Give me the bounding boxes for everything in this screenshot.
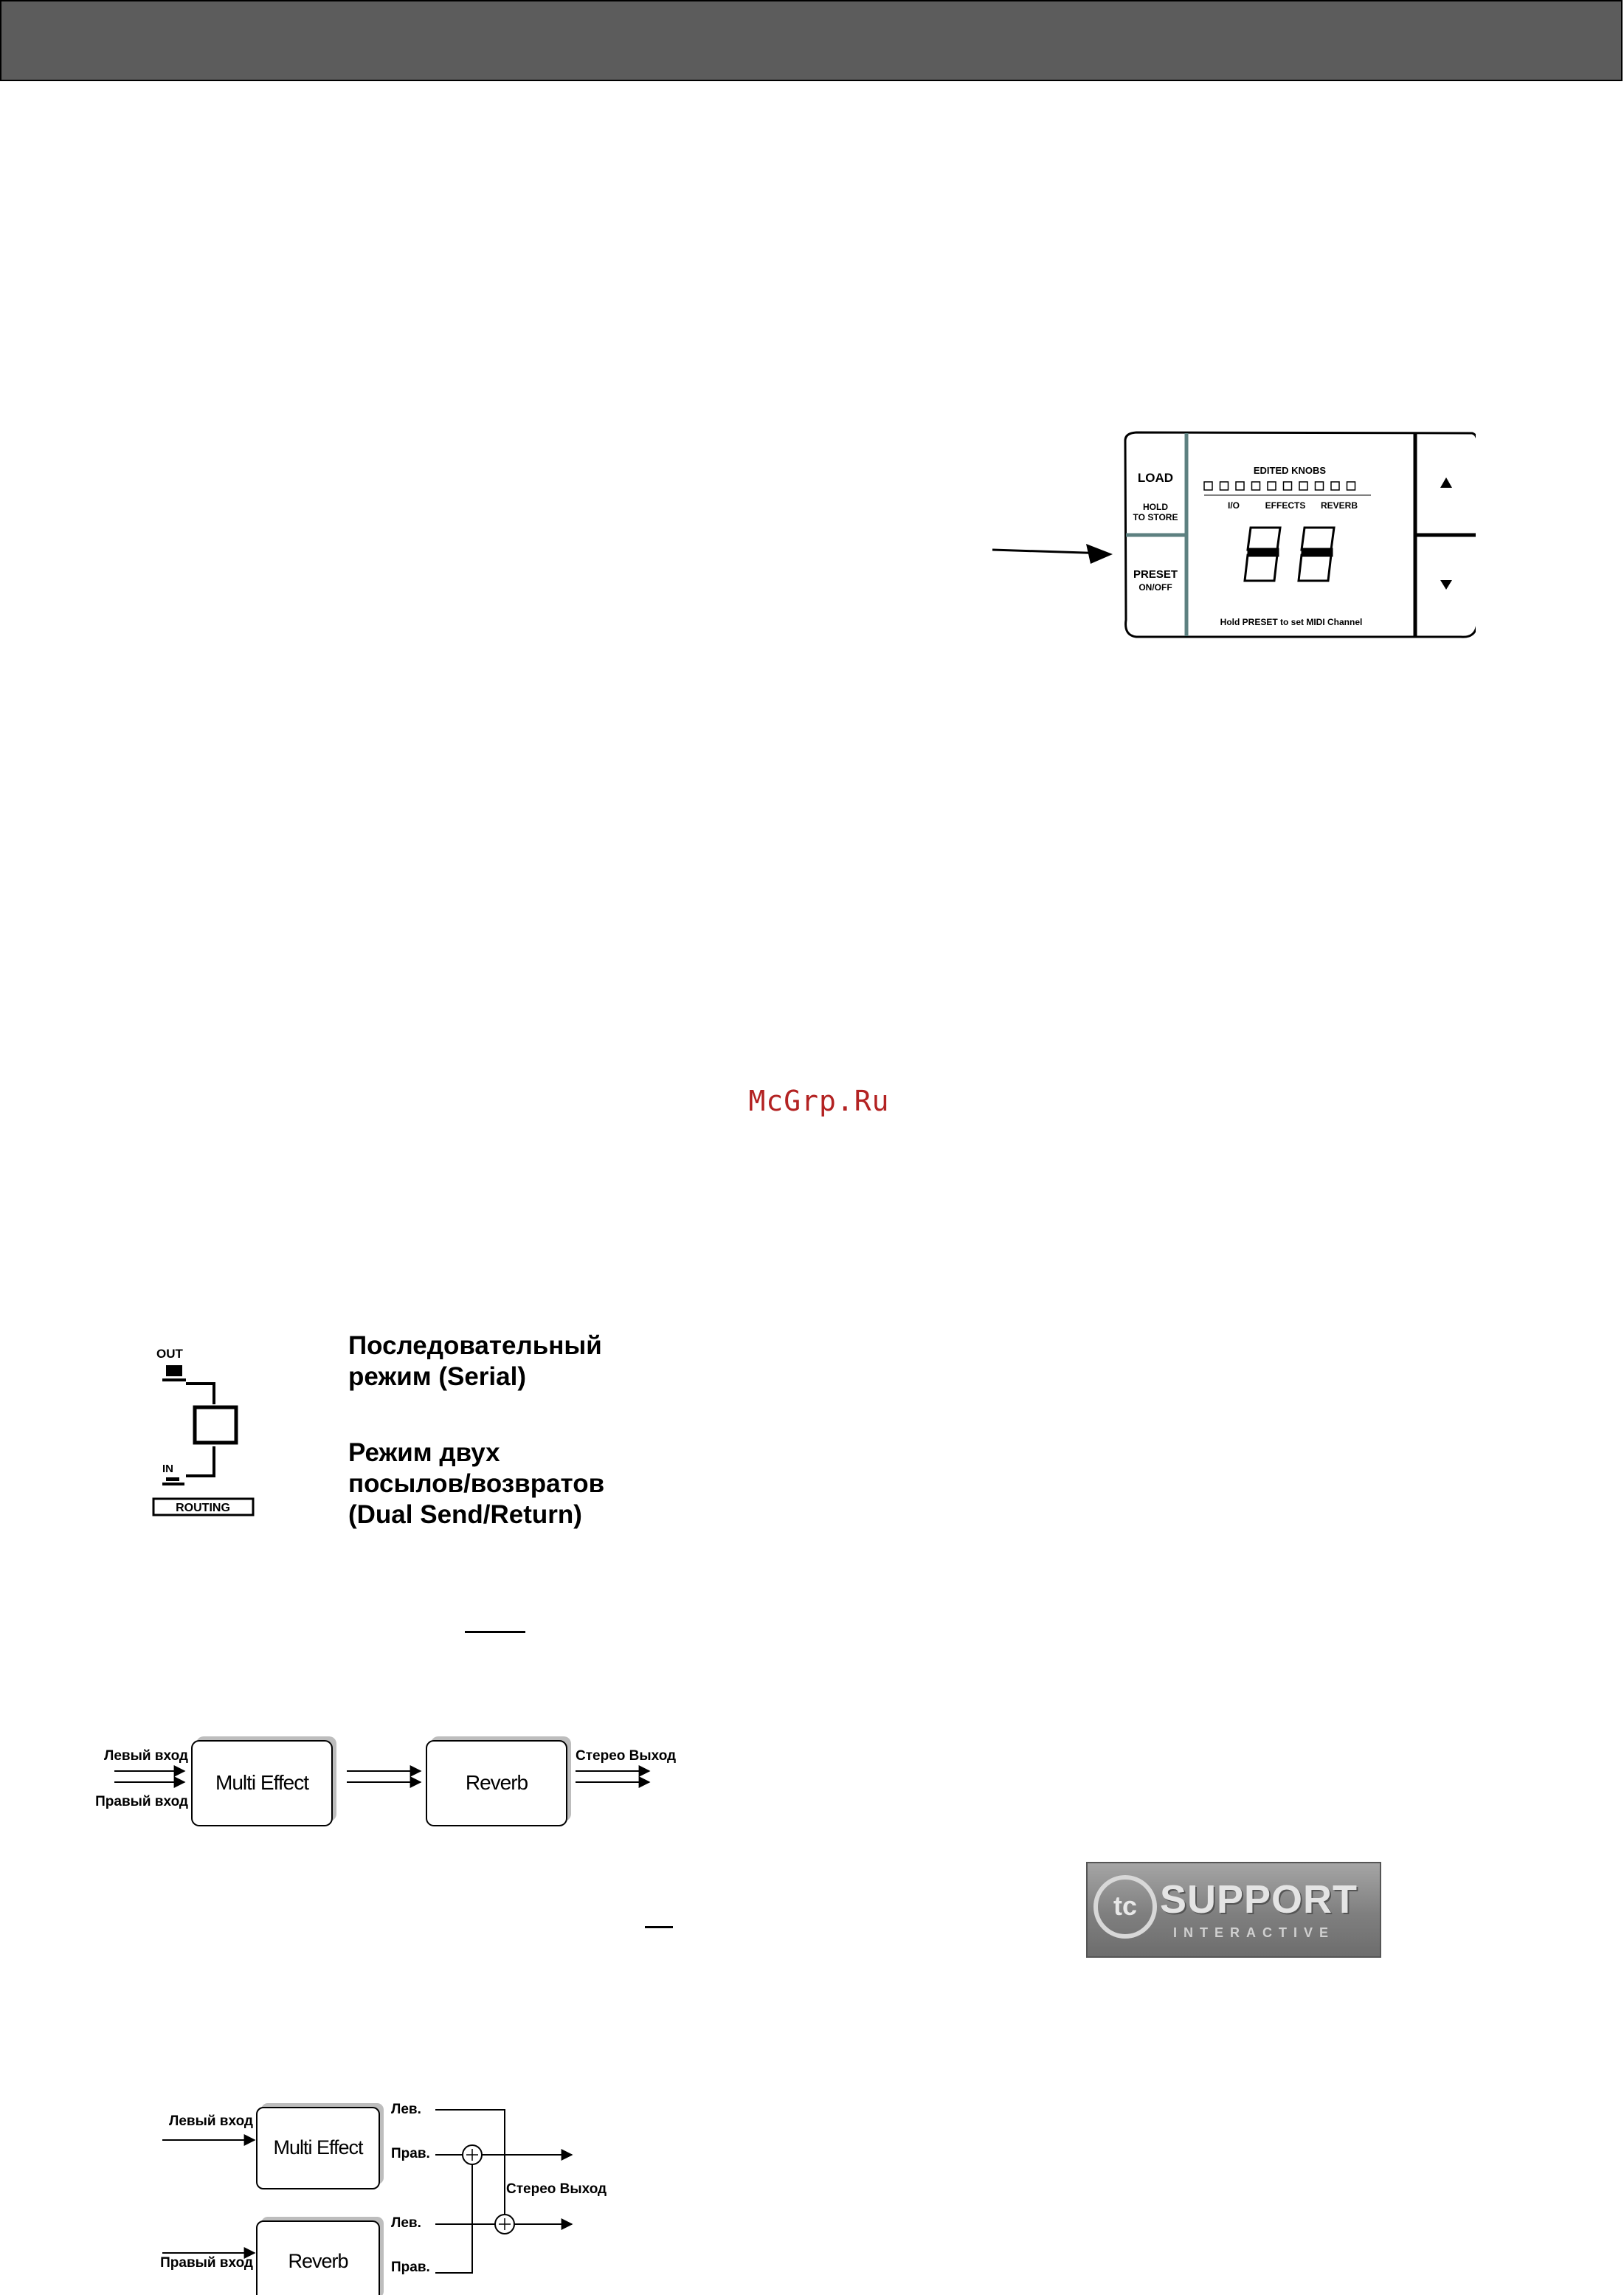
routing-switch-illustration [144, 1325, 277, 1539]
pointer-arrow [992, 544, 1113, 564]
in-label: IN [162, 1463, 173, 1475]
to-store-label: TO STORE [1133, 512, 1178, 522]
dual-reverb-label: Reverb [288, 2250, 348, 2272]
io-label: I/O [1227, 500, 1240, 511]
dual-r1-label: Прав. [391, 2146, 430, 2161]
watermark: McGrp.Ru [748, 1085, 890, 1117]
edited-knobs-label: EDITED KNOBS [1253, 465, 1327, 476]
edited-knob-led [1220, 482, 1229, 490]
dual-l2-label: Лев. [391, 2215, 421, 2231]
stereo-output-label: Стерео Выход [576, 1748, 677, 1764]
dual-routing-diagram [148, 2081, 620, 2295]
multi-effect-label: Multi Effect [215, 1771, 308, 1794]
serial-line-1: Последовательный [348, 1331, 602, 1360]
reverb-label: Reverb [465, 1771, 528, 1794]
dual-line-1: Режим двух [348, 1438, 500, 1467]
preset-button-label[interactable]: PRESET [1133, 568, 1178, 581]
divider-short [465, 1631, 525, 1633]
edited-knob-led [1316, 482, 1324, 490]
edited-knob-led [1347, 482, 1355, 490]
dual-multi-effect-label: Multi Effect [273, 2136, 363, 2158]
onoff-label: ON/OFF [1138, 582, 1172, 593]
routing-label: ROUTING [176, 1502, 230, 1514]
edited-knob-led [1204, 482, 1212, 490]
dual-mode-text [348, 1438, 604, 1530]
edited-knob-led [1236, 482, 1244, 490]
edited-knob-led [1284, 482, 1292, 490]
effects-label: EFFECTS [1265, 500, 1306, 511]
hold-label: HOLD [1143, 502, 1168, 512]
serial-routing-diagram [74, 1730, 708, 1841]
dual-l1-label: Лев. [391, 2102, 421, 2117]
dual-right-input-label: Правый вход [160, 2255, 253, 2271]
edited-knob-led [1268, 482, 1276, 490]
routing-button[interactable] [195, 1407, 236, 1443]
dual-stereo-output-label: Стерео Выход [506, 2181, 607, 2197]
midi-channel-hint: Hold PRESET to set MIDI Channel [1220, 617, 1363, 627]
reverb-label: REVERB [1320, 500, 1358, 511]
tc-support-logo [1086, 1862, 1381, 1958]
dual-left-input-label: Левый вход [169, 2113, 253, 2129]
dual-line-3: (Dual Send/Return) [348, 1500, 582, 1529]
serial-mode-text [348, 1331, 602, 1392]
logo-interactive-text: INTERACTIVE [1173, 1925, 1336, 1940]
edited-knob-led [1252, 482, 1260, 490]
edited-knob-led [1331, 482, 1339, 490]
divider-tiny [645, 1926, 673, 1928]
right-input-label: Правый вход [95, 1794, 188, 1809]
header-bar [0, 0, 1623, 81]
out-label: OUT [156, 1347, 183, 1361]
edited-knob-led [1299, 482, 1307, 490]
dual-r2-label: Прав. [391, 2260, 430, 2275]
logo-support-text: SUPPORT [1160, 1877, 1358, 1922]
dual-line-2: посылов/возвратов [348, 1469, 605, 1498]
serial-line-2: режим (Serial) [348, 1362, 526, 1391]
front-panel-illustration [989, 424, 1476, 646]
tc-logo-icon: tc [1093, 1875, 1157, 1939]
load-button-label[interactable]: LOAD [1137, 471, 1174, 485]
left-input-label: Левый вход [104, 1748, 188, 1764]
